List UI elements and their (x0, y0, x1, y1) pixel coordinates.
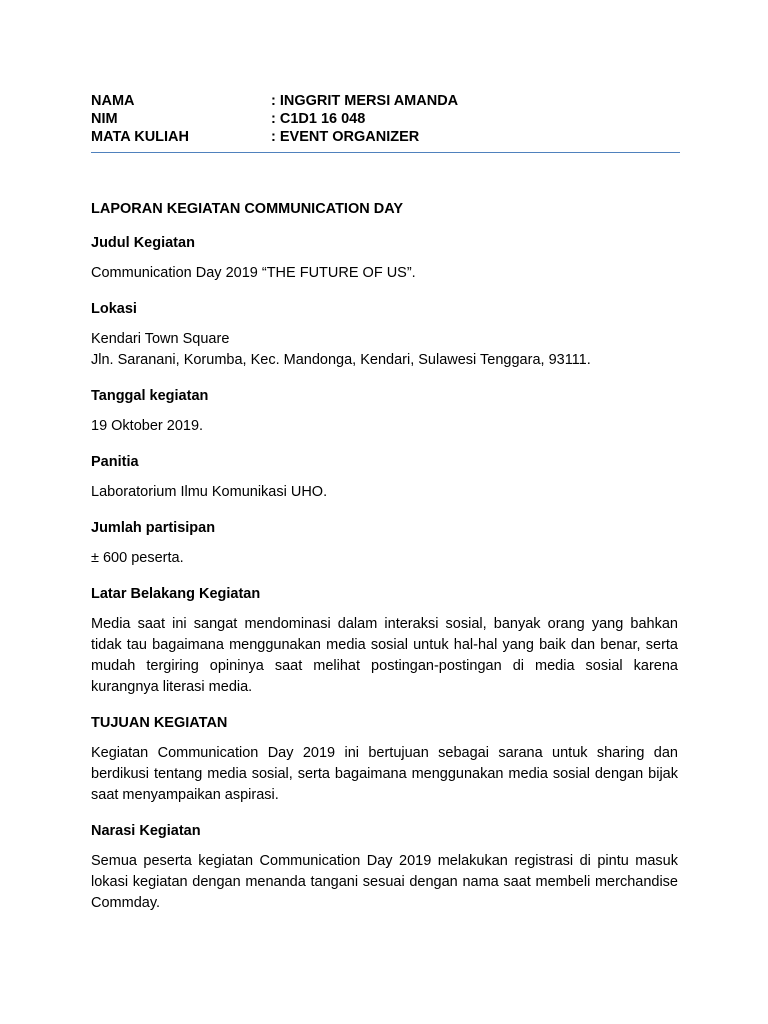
text-line: Communication Day 2019 “THE FUTURE OF US”. (91, 265, 416, 281)
section-text (91, 329, 678, 371)
section-narasi-kegiatan (91, 822, 678, 914)
header-label: MATA KULIAH (91, 129, 189, 145)
section-panitia (91, 453, 678, 503)
header-value: : C1D1 16 048 (271, 111, 366, 127)
section-lokasi (91, 300, 678, 371)
header-label: NAMA (91, 93, 135, 109)
section-heading: Latar Belakang Kegiatan (91, 586, 261, 602)
text-line: Jln. Saranani, Korumba, Kec. Mandonga, Kendari, Sulawesi Tenggara, 93111. (91, 352, 591, 368)
section-heading: Judul Kegiatan (91, 235, 195, 251)
header-row-nama (91, 92, 681, 110)
section-tanggal-kegiatan (91, 387, 678, 437)
section-text (91, 548, 678, 569)
section-latar-belakang (91, 585, 678, 698)
section-text (91, 482, 678, 503)
document-title: LAPORAN KEGIATAN COMMUNICATION DAY (91, 201, 404, 217)
document-body (91, 200, 678, 930)
text-line: ± 600 peserta. (91, 550, 184, 566)
section-heading: Panitia (91, 454, 139, 470)
header-value: : INGGRIT MERSI AMANDA (271, 93, 459, 109)
section-tujuan-kegiatan (91, 714, 678, 806)
text-line: Kendari Town Square (91, 331, 230, 347)
text-line: Laboratorium Ilmu Komunikasi UHO. (91, 484, 328, 500)
header-value: : EVENT ORGANIZER (271, 129, 420, 145)
header-row-mata-kuliah (91, 128, 681, 146)
section-text: Media saat ini sangat mendominasi dalam interaksi sosial, banyak orang yang bahkan tidak tau bagaimana menggunakan media sosial untuk hal-hal yang baik dan benar, serta mudah tergiring opininya saat melihat postingan-postingan di media sosial karena kurangnya literasi media. (91, 616, 678, 695)
section-heading: Narasi Kegiatan (91, 823, 201, 839)
student-info-header (91, 92, 681, 146)
header-row-nim (91, 110, 681, 128)
section-judul-kegiatan (91, 234, 678, 284)
section-text (91, 416, 678, 437)
section-text: Kegiatan Communication Day 2019 ini bertujuan sebagai sarana untuk sharing dan berdikusi tentang media sosial, serta bagaimana menggunakan media sosial dengan bijak saat menyampaikan aspirasi. (91, 745, 678, 803)
section-heading: TUJUAN KEGIATAN (91, 715, 228, 731)
section-text (91, 263, 678, 284)
section-jumlah-partisipan (91, 519, 678, 569)
header-divider (91, 152, 680, 153)
section-heading: Tanggal kegiatan (91, 388, 209, 404)
section-heading: Jumlah partisipan (91, 520, 216, 536)
section-heading: Lokasi (91, 301, 137, 317)
header-label: NIM (91, 111, 118, 127)
section-text: Semua peserta kegiatan Communication Day 2019 melakukan registrasi di pintu masuk lokasi kegiatan dengan menanda tangani sesuai dengan nama saat membeli merchandise Commday. (91, 853, 678, 911)
text-line: 19 Oktober 2019. (91, 418, 204, 434)
